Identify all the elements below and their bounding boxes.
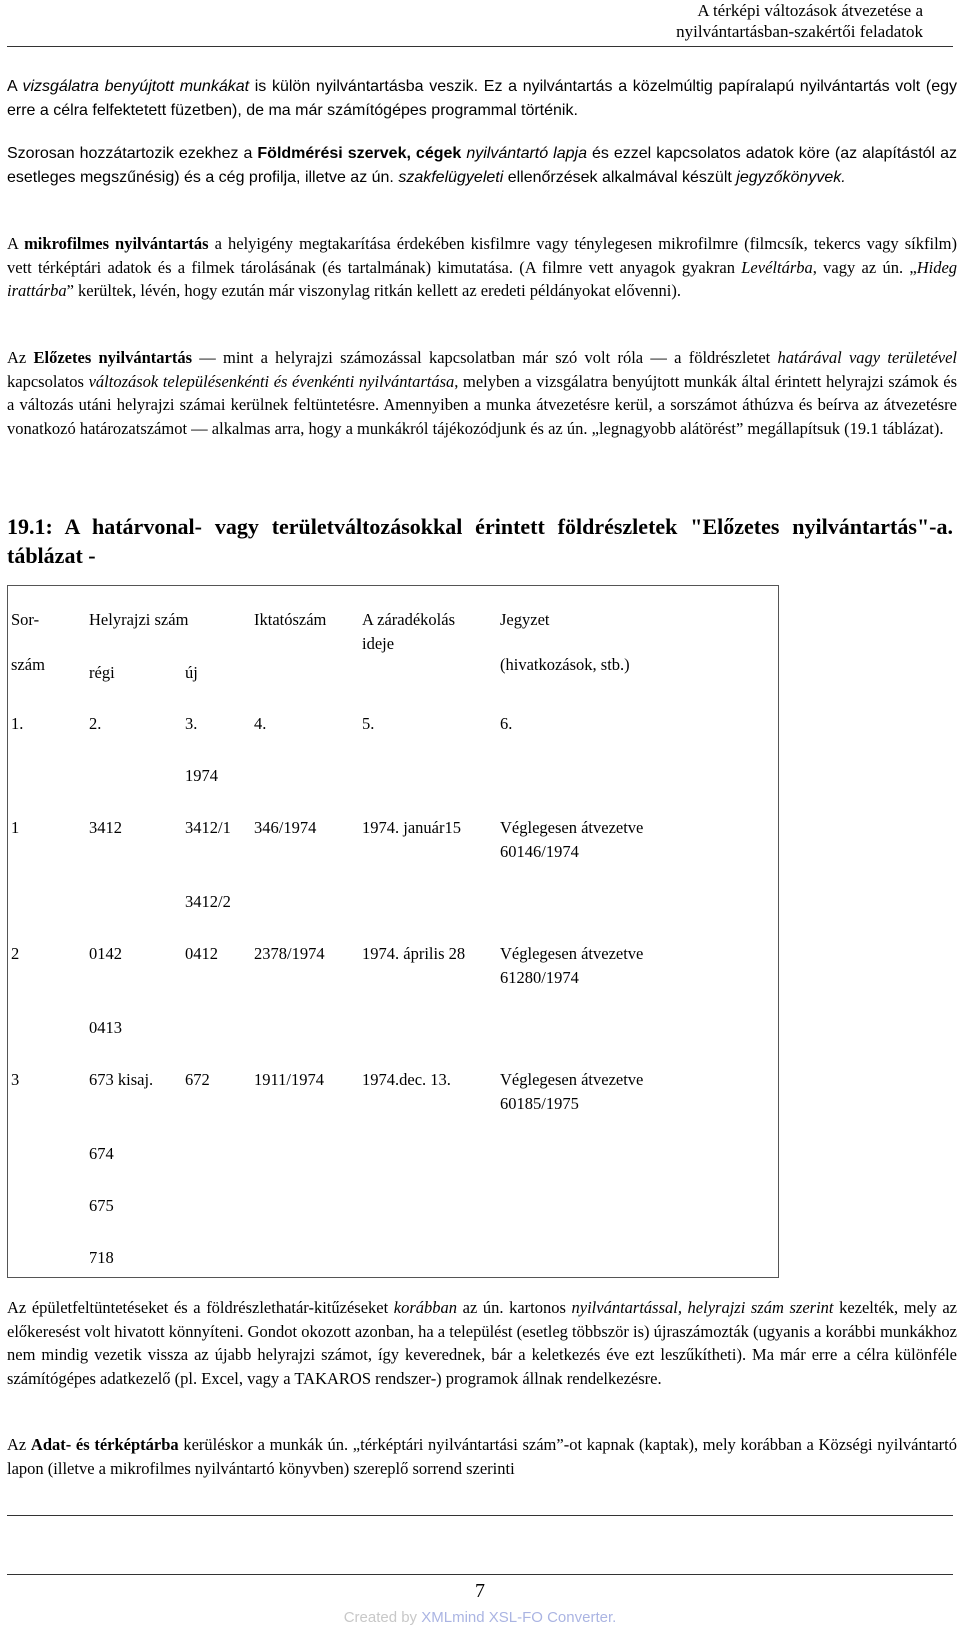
header-sor: Sor- bbox=[11, 610, 40, 629]
text-run: az ún. kartonos bbox=[457, 1298, 572, 1317]
text-run: változások településenkénti és évenkénti nyilvántartása bbox=[88, 371, 455, 391]
converter-brand: XMLmind XSL-FO Converter. bbox=[421, 1609, 617, 1626]
text-run: mikrofilmes nyilvántartás bbox=[24, 234, 209, 253]
text-run: A bbox=[7, 234, 25, 253]
text-run: ellenőrzések alkalmával készült bbox=[503, 168, 737, 186]
row1-datum: 1974. január15 bbox=[362, 818, 461, 837]
table-title: 19.1: A határvonal- vagy területváltozásokkal érintett földrészletek "Előzetes nyilvántartás"-a. táblázat - bbox=[7, 514, 953, 568]
row3-iktatoszam: 1911/1974 bbox=[254, 1070, 324, 1089]
header-divider bbox=[7, 46, 953, 47]
text-run: Előzetes nyilvántartás bbox=[33, 348, 193, 367]
text-run: a helyigény megtakarítása érdekében kisfilmre vagy ténylegesen mikrofilmre (filmcsík, tekercs vagy síkfilm) vett térképtári adatok és a filmek tárolásának (és tartalmának) kimutatása. (A filmre vett anyagok gyakran bbox=[7, 234, 957, 277]
paragraph-adat-es-terkeptar bbox=[7, 1433, 960, 1480]
row2-datum: 1974. április 28 bbox=[362, 944, 466, 963]
header-line-1: A térképi változások átvezetése a bbox=[697, 1, 923, 20]
row3-regi-4: 718 bbox=[89, 1248, 114, 1267]
row1-hatarozat: 60146/1974 bbox=[500, 842, 579, 861]
text-run: is külön nyilvántartásba veszik. Ez a nyilvántartás a közelmúltig papíralapú nyilvántartás volt (egy erre a célra felfektetett füzetben), de ma már számítógépes programmal történik. bbox=[7, 78, 957, 119]
row1-iktatoszam: 346/1974 bbox=[254, 818, 317, 837]
text-run: , melyben a vizsgálatra benyújtott munkák által érintett helyrajzi számok és a változás utáni helyrajzi számai kerülnek feltüntetésre. Amennyiben a munka átvezetésre kerül, a sorszámot áthúzva és beírva az átvezetésre vonatkozó határozatszámot — alkalmas arra, hogy a munkákról tájékozódjunk és az ún. „legnagyobb alátörést” megállapítsuk (19.1 táblázat). bbox=[7, 371, 957, 438]
row3-regi-2: 674 bbox=[89, 1144, 114, 1163]
row1-uj-2: 3412/2 bbox=[185, 892, 231, 911]
header-regi: régi bbox=[89, 663, 115, 682]
row2-regi: 0142 bbox=[89, 944, 122, 963]
text-run: Az bbox=[7, 348, 34, 367]
paragraph-mikrofilmes bbox=[7, 232, 960, 303]
colnum-1: 1. bbox=[11, 714, 24, 733]
text-run: határával vagy területével bbox=[777, 348, 958, 367]
text-run: Szorosan hozzátartozik ezekhez a bbox=[7, 145, 258, 162]
text-run: kapcsolatos bbox=[7, 371, 89, 391]
footer-divider-bottom bbox=[7, 1574, 953, 1575]
header-jegyzet: Jegyzet bbox=[500, 610, 550, 629]
text-run: korábban bbox=[393, 1298, 458, 1317]
row2-iktatoszam: 2378/1974 bbox=[254, 944, 325, 963]
row3-sorszam: 3 bbox=[11, 1070, 20, 1089]
text-run: Az bbox=[7, 1435, 31, 1454]
header-helyrajzi-szam: Helyrajzi szám bbox=[89, 610, 189, 629]
row2-sorszam: 2 bbox=[11, 944, 20, 963]
text-run: Az épületfeltüntetéseket és a földrészlethatár-kitűzéseket bbox=[7, 1298, 394, 1317]
colnum-5: 5. bbox=[362, 714, 375, 733]
row2-regi-2: 0413 bbox=[89, 1018, 122, 1037]
row2-hatarozat: 61280/1974 bbox=[500, 968, 579, 987]
text-run: — mint a helyrajzi számozással kapcsolatban már szó volt róla — a földrészletet bbox=[192, 348, 778, 367]
row1-regi: 3412 bbox=[89, 818, 122, 837]
colnum-2: 2. bbox=[89, 714, 102, 733]
text-run: vizsgálatra benyújtott munkákat bbox=[22, 78, 250, 95]
table-grid bbox=[7, 585, 779, 1278]
footer-divider-top bbox=[7, 1515, 953, 1516]
paragraph-elozetes bbox=[7, 346, 960, 440]
text-run: Földmérési szervek, cégek bbox=[257, 145, 462, 162]
paragraph-vizsgalat bbox=[7, 75, 960, 122]
row1-uj: 3412/1 bbox=[185, 818, 231, 837]
created-by-prefix: Created by bbox=[343, 1609, 422, 1626]
text-run: kerüléskor a munkák ún. „térképtári nyilvántartási szám”-ot kapnak (kaptak), mely korábban a Községi nyilvántartó lapon (illetve a mikrofilmes nyilvántartó könyvben) szereplő sorrend szerinti bbox=[7, 1435, 957, 1478]
created-by-footer bbox=[0, 1609, 960, 1626]
text-run: és ezzel kapcsolatos adatok köre (az alapítástól az esetleges megszűnésig) és a cég profilja, illetve az ún. bbox=[7, 145, 958, 186]
row3-uj: 672 bbox=[185, 1070, 210, 1089]
row3-hatarozat: 60185/1975 bbox=[500, 1094, 579, 1113]
header-szam: szám bbox=[11, 655, 45, 674]
running-header bbox=[523, 0, 923, 42]
row3-regi-3: 675 bbox=[89, 1196, 114, 1215]
year-cell: 1974 bbox=[185, 766, 218, 785]
row2-uj: 0412 bbox=[185, 944, 218, 963]
header-uj: új bbox=[185, 663, 198, 682]
text-run: kezelték, mely az előkeresést volt hivatott könnyíteni. Gondot okozott azonban, ha a települést (esetleg többször is) újraszámozták (ugyanis a korábbi munkákhoz nem mindig vezetik vissza az újabb helyrajzi számot, így keverednek, bár a keletkezés éve ezt leszűkítheti). Ma már erre a célra különféle számítógépes adatkezelő (pl. Excel, vagy a TAKAROS rendszer-) programok állnak rendelkezésre. bbox=[7, 1298, 957, 1388]
header-iktatoszam: Iktatószám bbox=[254, 610, 327, 629]
text-run: jegyzőkönyvek. bbox=[736, 168, 846, 186]
paragraph-kartonos bbox=[7, 1296, 960, 1390]
row1-jegyzet: Véglegesen átvezetve bbox=[500, 818, 644, 837]
text-run: Hideg irattárba bbox=[7, 257, 958, 301]
row1-sorszam: 1 bbox=[11, 818, 20, 837]
colnum-3: 3. bbox=[185, 714, 198, 733]
text-run: nyilvántartással, helyrajzi szám szerint bbox=[571, 1298, 834, 1317]
colnum-6: 6. bbox=[500, 714, 513, 733]
page-number: 7 bbox=[475, 1580, 485, 1602]
text-run: , vagy az ún. „ bbox=[812, 257, 917, 277]
header-zaradekolas: A záradékolás bbox=[362, 610, 455, 629]
text-run: ” kerültek, lévén, hogy ezután már viszonylag ritkán kellett az eredeti példányokat elővenni). bbox=[66, 281, 681, 301]
header-hivatkozasok: (hivatkozások, stb.) bbox=[500, 655, 630, 674]
header-line-2: nyilvántartásban-szakértői feladatok bbox=[676, 22, 923, 41]
row3-jegyzet: Véglegesen átvezetve bbox=[500, 1070, 644, 1089]
row3-regi: 673 kisaj. bbox=[89, 1070, 154, 1089]
text-run: Levéltárba bbox=[741, 257, 813, 277]
header-ideje: ideje bbox=[362, 634, 395, 653]
paragraph-foldmeresi-szervek bbox=[7, 142, 960, 189]
row3-datum: 1974.dec. 13. bbox=[362, 1070, 451, 1089]
elozetes-nyilvantartas-table bbox=[7, 585, 779, 1278]
text-run: nyilvántartó lapja bbox=[466, 145, 587, 162]
text-run: szakfelügyeleti bbox=[398, 168, 504, 186]
text-run: A bbox=[7, 78, 23, 95]
text-run: Adat- és térképtárba bbox=[30, 1435, 179, 1454]
colnum-4: 4. bbox=[254, 714, 267, 733]
row2-jegyzet: Véglegesen átvezetve bbox=[500, 944, 644, 963]
